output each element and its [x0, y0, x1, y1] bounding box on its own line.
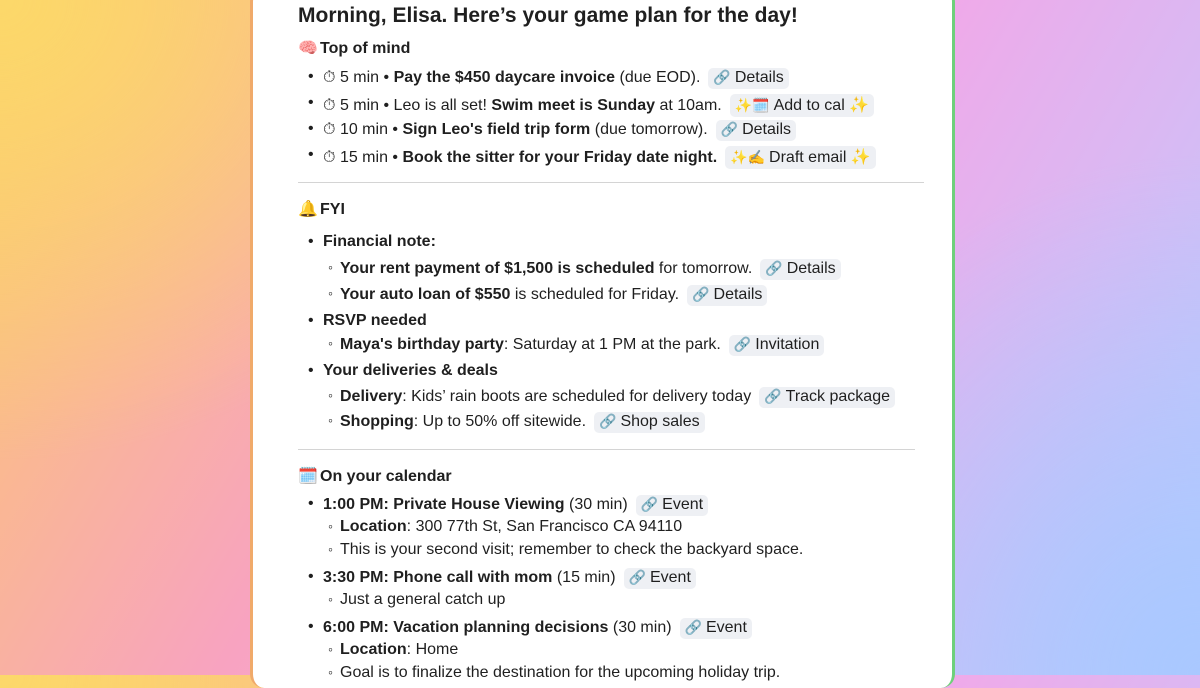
list-subitem: ◦ Location: 300 77th St, San Francisco CA 94110 — [328, 518, 682, 536]
timer-icon: ⏱ — [323, 69, 336, 86]
track-package-chip[interactable]: 🔗 Track package — [759, 387, 895, 408]
calendar-icon: 🗓️ — [298, 468, 318, 485]
calendar-event: • 1:00 PM: Private House Viewing (30 min) 🔗 Event — [308, 495, 708, 516]
shop-sales-chip[interactable]: 🔗 Shop sales — [594, 412, 705, 433]
link-icon: 🔗 — [720, 121, 739, 137]
timer-icon: ⏱ — [323, 149, 336, 166]
list-subitem: ◦ Your rent payment of $1,500 is scheduled for tomorrow. 🔗 Details — [328, 259, 841, 280]
list-subitem: ◦ Your auto loan of $550 is scheduled for Friday. 🔗 Details — [328, 285, 767, 306]
brain-icon: 🧠 — [298, 40, 318, 57]
link-icon: 🔗 — [692, 286, 710, 302]
list-subitem: ◦ This is your second visit; remember to check the backyard space. — [328, 541, 803, 559]
link-icon: 🔗 — [628, 569, 646, 585]
link-icon: 🔗 — [764, 388, 782, 404]
sparkle-writing-icon: ✨✍️ — [730, 149, 766, 165]
link-icon: 🔗 — [599, 413, 617, 429]
sparkle-calendar-icon: ✨🗓️ — [734, 97, 770, 113]
list-item: • ⏱ 10 min • Sign Leo's field trip form (due tomorrow). 🔗 Details — [308, 120, 796, 141]
list-item: • ⏱ 5 min • Leo is all set! Swim meet is Sunday at 10am. ✨🗓️ Add to cal ✨ — [308, 94, 874, 117]
section-title: On your calendar — [320, 468, 452, 485]
list-item: • RSVP needed — [308, 312, 427, 330]
add-to-cal-chip[interactable]: ✨🗓️ Add to cal ✨ — [730, 94, 874, 117]
list-item: • Your deliveries & deals — [308, 362, 498, 380]
link-icon: 🔗 — [640, 496, 659, 512]
list-item: • ⏱ 5 min • Pay the $450 daycare invoice (due EOD). 🔗 Details — [308, 68, 789, 89]
details-chip[interactable]: 🔗 Details — [760, 259, 840, 280]
link-icon: 🔗 — [684, 619, 702, 635]
timer-icon: ⏱ — [323, 121, 336, 138]
briefing-card — [250, 0, 955, 688]
event-chip[interactable]: 🔗 Event — [624, 568, 696, 589]
list-subitem: ◦ Location: Home — [328, 641, 458, 659]
page-title: Morning, Elisa. Here’s your game plan for the day! — [298, 4, 798, 27]
list-subitem: ◦ Shopping: Up to 50% off sitewide. 🔗 Shop sales — [328, 412, 705, 433]
details-chip[interactable]: 🔗 Details — [687, 285, 767, 306]
section-top-of-mind — [298, 38, 410, 58]
link-icon: 🔗 — [733, 336, 752, 352]
sparkle-icon: ✨ — [850, 149, 871, 166]
section-title: Top of mind — [320, 40, 411, 57]
bell-icon: 🔔 — [298, 201, 318, 218]
link-icon: 🔗 — [713, 69, 731, 85]
details-chip[interactable]: 🔗 Details — [708, 68, 788, 89]
event-chip[interactable]: 🔗 Event — [636, 495, 708, 516]
calendar-event: • 6:00 PM: Vacation planning decisions (30 min) 🔗 Event — [308, 618, 752, 639]
timer-icon: ⏱ — [323, 97, 336, 114]
divider — [298, 182, 924, 183]
list-item: • ⏱ 15 min • Book the sitter for your Friday date night. ✨✍️ Draft email ✨ — [308, 146, 876, 169]
calendar-event: • 3:30 PM: Phone call with mom (15 min) 🔗 Event — [308, 568, 696, 589]
sparkle-icon: ✨ — [849, 97, 870, 114]
link-icon: 🔗 — [765, 260, 783, 276]
list-subitem: ◦ Maya's birthday party: Saturday at 1 PM at the park. 🔗 Invitation — [328, 335, 824, 356]
list-subitem: ◦ Goal is to finalize the destination for the upcoming holiday trip. — [328, 664, 780, 682]
section-calendar — [298, 466, 452, 486]
details-chip[interactable]: 🔗 Details — [716, 120, 796, 141]
invitation-chip[interactable]: 🔗 Invitation — [729, 335, 824, 356]
event-chip[interactable]: 🔗 Event — [680, 618, 752, 639]
list-subitem: ◦ Just a general catch up — [328, 591, 505, 609]
list-item: • Financial note: — [308, 233, 436, 251]
list-subitem: ◦ Delivery: Kids’ rain boots are scheduled for delivery today 🔗 Track package — [328, 387, 895, 408]
section-title: FYI — [320, 201, 345, 218]
section-fyi — [298, 199, 345, 219]
divider — [298, 449, 915, 450]
draft-email-chip[interactable]: ✨✍️ Draft email ✨ — [725, 146, 876, 169]
